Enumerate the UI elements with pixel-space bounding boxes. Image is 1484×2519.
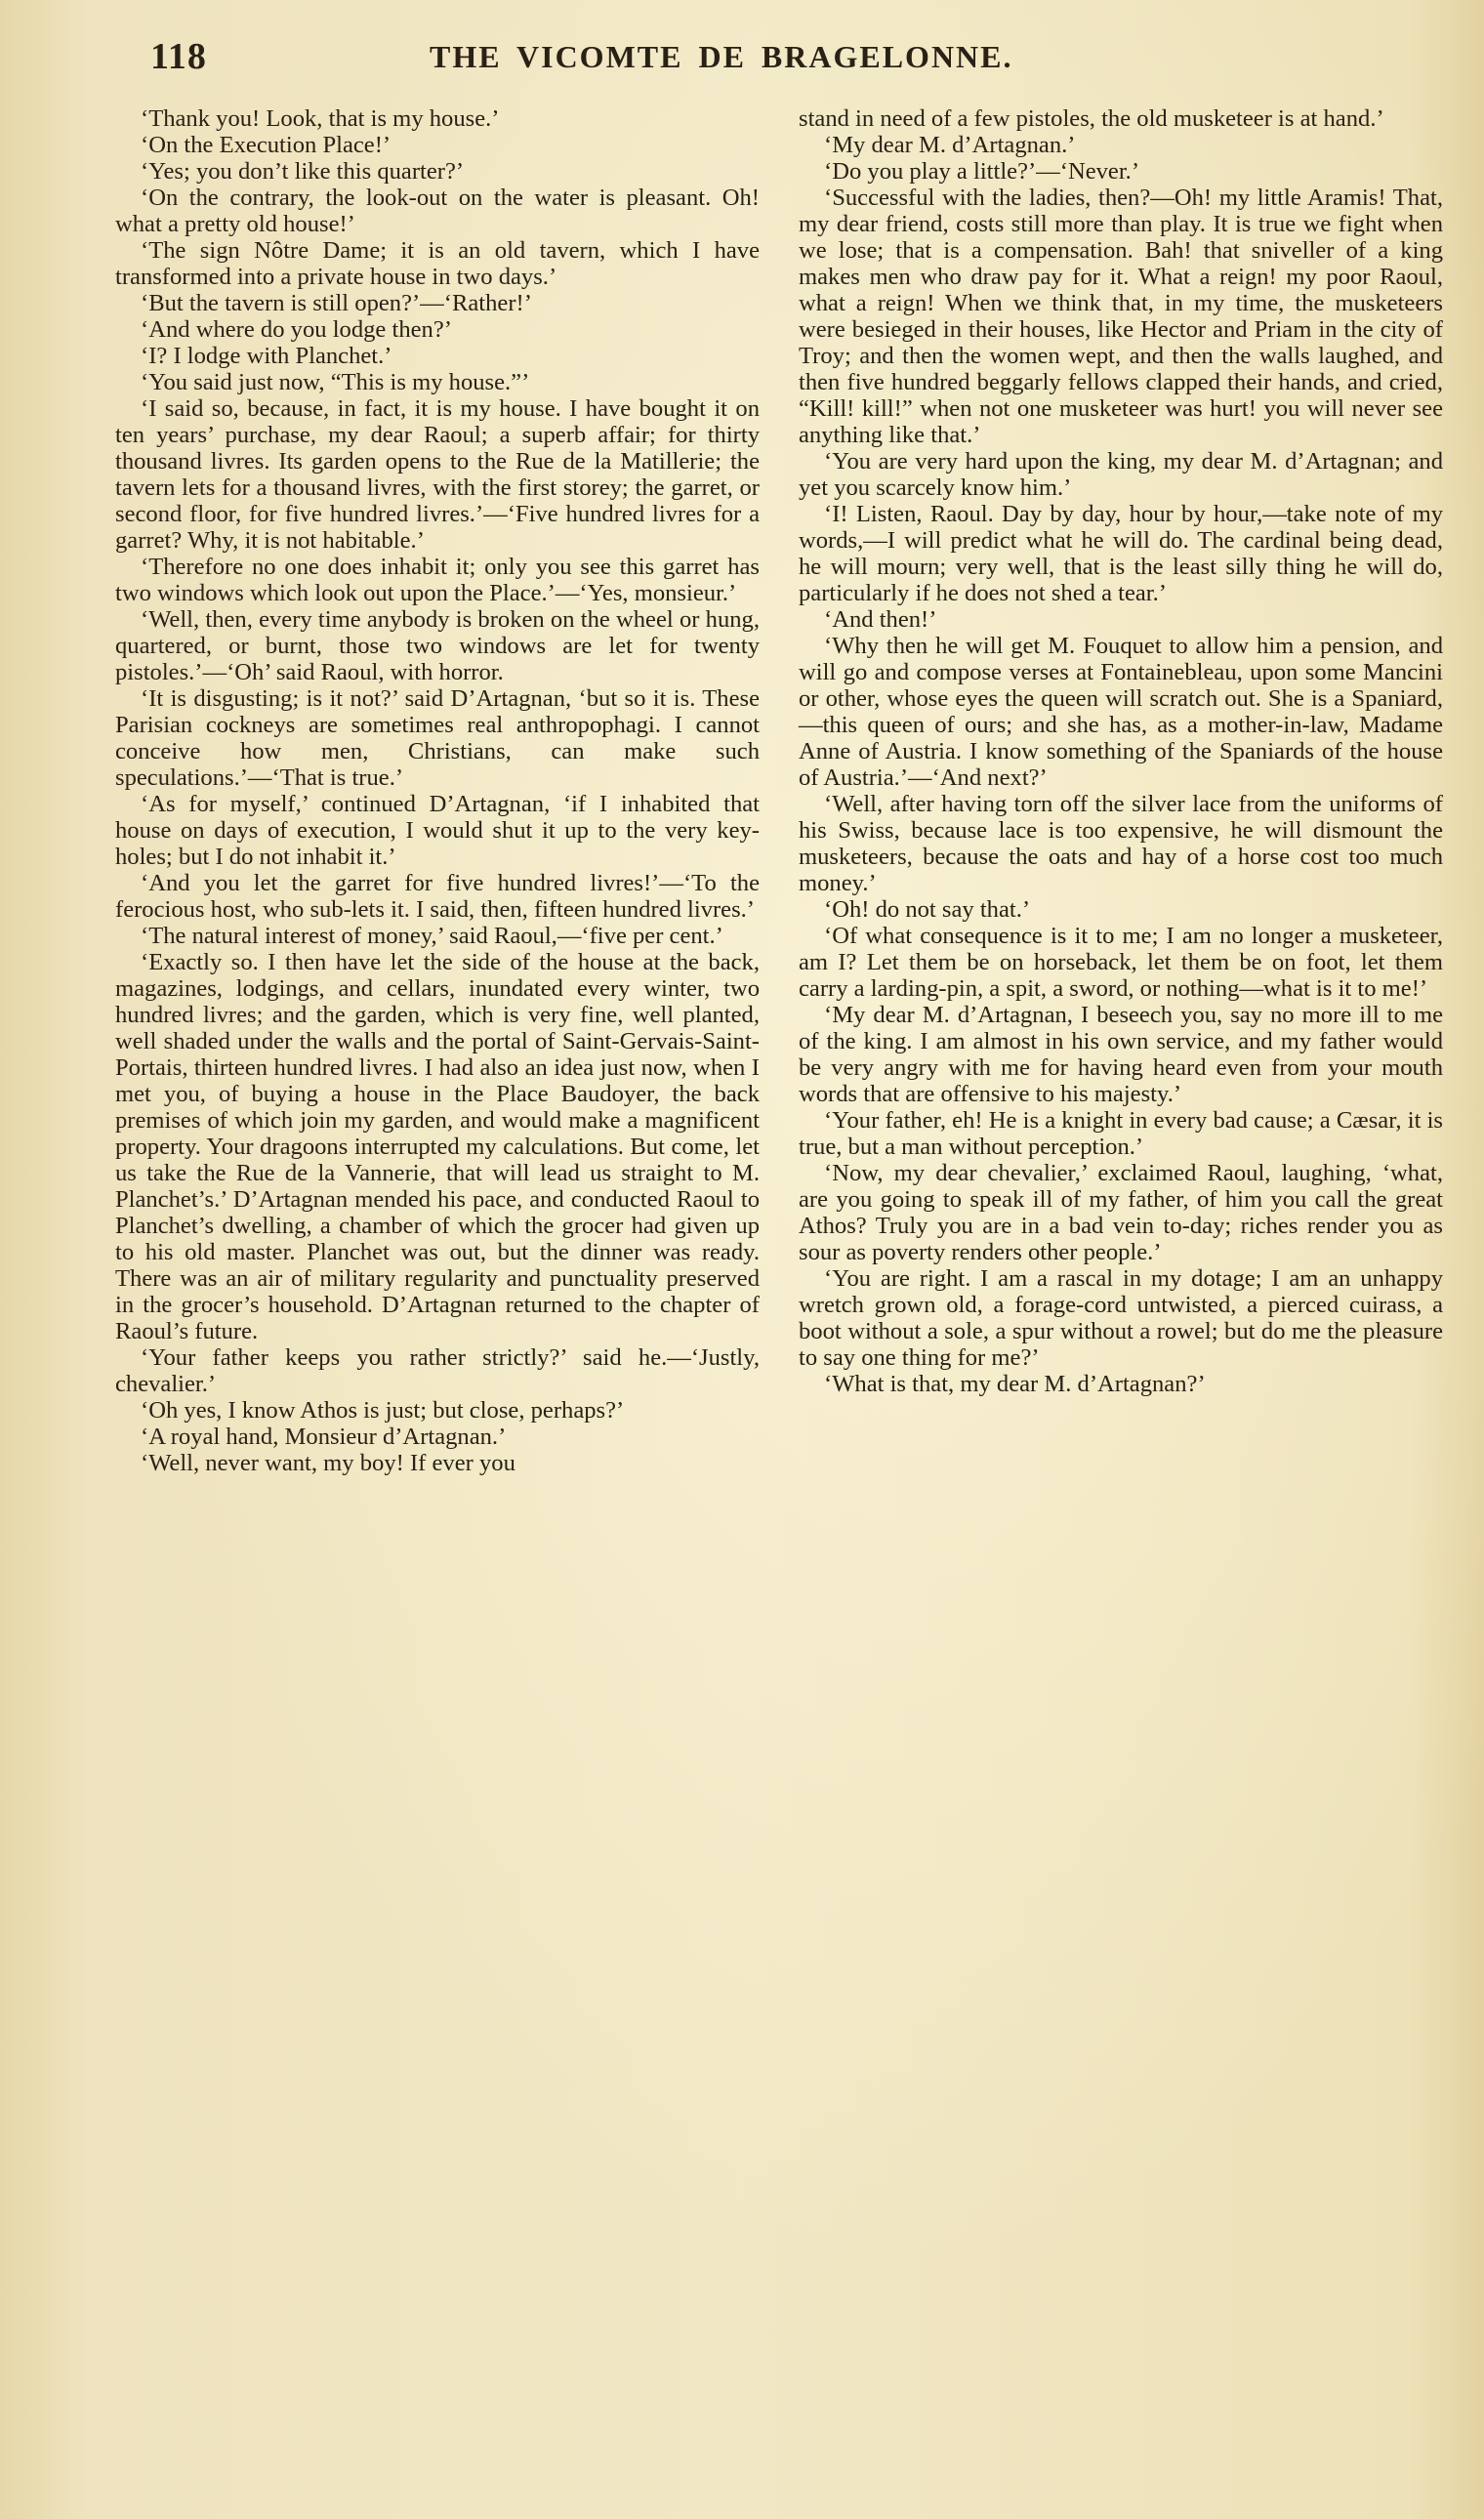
paragraph: ‘What is that, my dear M. d’Artagnan?’ (824, 1371, 1206, 1397)
paragraph: ‘On the Execution Place!’ (141, 132, 392, 158)
paragraph: ‘Oh! do not say that.’ (824, 896, 1031, 923)
paragraph: ‘The natural interest of money,’ said Raoul,—‘five per cent.’ (141, 923, 723, 949)
left-column (115, 105, 760, 1476)
paragraph: ‘And where do you lodge then?’ (141, 316, 452, 343)
paragraph-continued: stand in need of a few pistoles, the old musketeer is at hand.’ (799, 105, 1384, 132)
paragraph: ‘You said just now, “This is my house.”’ (141, 369, 530, 395)
paragraph: ‘And then!’ (824, 606, 937, 633)
paragraph: ‘It is disgusting; is it not?’ said D’Artagnan, ‘but so it is. These Parisian cockneys are sometimes real anthropophagi. I cannot conceive how men, Christians, can make such speculations.’—‘That is true.’ (115, 685, 760, 791)
paragraph: ‘Thank you! Look, that is my house.’ (141, 105, 500, 132)
paragraph: ‘Do you play a little?’—‘Never.’ (824, 158, 1140, 185)
page-header (107, 35, 1435, 94)
paragraph: ‘Why then he will get M. Fouquet to allow him a pension, and will go and compose verses at Fontainebleau, upon some Mancini or other, whose eyes the queen will scratch out. She is a Spaniard,—this queen of ours; and she has, as a mother-in-law, Madame Anne of Austria. I know something of the Spaniards of the house of Austria.’—‘And next?’ (799, 633, 1443, 791)
paragraph: ‘Successful with the ladies, then?—Oh! my little Aramis! That, my dear friend, costs still more than play. It is true we fight when we lose; that is a compensation. Bah! that sniveller of a king makes men who draw pay for it. What a reign! my poor Raoul, what a reign! When we think that, in my time, the musketeers were besieged in their houses, like Hector and Priam in the city of Troy; and then the women wept, and then the walls laughed, and then five hundred beggarly fellows clapped their hands, and cried, “Kill! kill!” when not one musketeer was hurt! you will never see anything like that.’ (799, 185, 1443, 448)
running-title: THE VICOMTE DE BRAGELONNE. (430, 39, 1013, 74)
paragraph: ‘As for myself,’ continued D’Artagnan, ‘if I inhabited that house on days of execution, I would shut it up to the very key-holes; but I do not inhabit it.’ (115, 791, 760, 870)
paragraph: ‘Your father, eh! He is a knight in every bad cause; a Cæsar, it is true, but a man without perception.’ (799, 1107, 1443, 1160)
page-number: 118 (150, 36, 207, 77)
paragraph: ‘Now, my dear chevalier,’ exclaimed Raoul, laughing, ‘what, are you going to speak ill of my father, of him you call the great Athos? Truly you are in a bad vein to-day; riches render you as sour as poverty renders other people.’ (799, 1160, 1443, 1265)
paragraph: ‘Exactly so. I then have let the side of the house at the back, magazines, lodgings, and cellars, inundated every winter, two hundred livres; and the garden, which is very fine, well planted, well shaded under the walls and the portal of Saint-Gervais-Saint-Portais, thirteen hundred livres. I had also an idea just now, when I met you, of buying a house in the Place Baudoyer, the back premises of which join my garden, and would make a magnificent property. Your dragoons interrupted my calculations. But come, let us take the Rue de la Vannerie, that will lead us straight to M. Planchet’s.’ D’Artagnan mended his pace, and conducted Raoul to Planchet’s dwelling, a chamber of which the grocer had given up to his old master. Planchet was out, but the dinner was ready. There was an air of military regularity and punctuality preserved in the grocer’s household. D’Artagnan returned to the chapter of Raoul’s future. (115, 949, 760, 1344)
paragraph: ‘And you let the garret for five hundred livres!’—‘To the ferocious host, who sub-lets it. I said, then, fifteen hundred livres.’ (115, 870, 760, 923)
paragraph: ‘Therefore no one does inhabit it; only you see this garret has two windows which look out upon the Place.’—‘Yes, monsieur.’ (115, 554, 760, 606)
paragraph: ‘The sign Nôtre Dame; it is an old tavern, which I have transformed into a private house in two days.’ (115, 237, 760, 290)
paragraph: ‘Your father keeps you rather strictly?’ said he.—‘Justly, chevalier.’ (115, 1344, 760, 1397)
paragraph: ‘Yes; you don’t like this quarter?’ (141, 158, 465, 185)
paragraph: ‘Well, after having torn off the silver lace from the uniforms of his Swiss, because lace is too expensive, he will dismount the musketeers, because the oats and hay of a horse cost too much money.’ (799, 791, 1443, 896)
paragraph: ‘Oh yes, I know Athos is just; but close, perhaps?’ (141, 1397, 625, 1424)
paragraph: ‘On the contrary, the look-out on the water is pleasant. Oh! what a pretty old house!’ (115, 185, 760, 237)
right-column (799, 105, 1443, 1397)
paragraph: ‘Well, never want, my boy! If ever you (141, 1450, 515, 1476)
paragraph: ‘I! Listen, Raoul. Day by day, hour by hour,—take note of my words,—I will predict what he will do. The cardinal being dead, he will mourn; very well, that is the least silly thing he will do, particularly if he does not shed a tear.’ (799, 501, 1443, 606)
paragraph: ‘My dear M. d’Artagnan.’ (824, 132, 1076, 158)
paragraph: ‘My dear M. d’Artagnan, I beseech you, say no more ill to me of the king. I am almost in his own service, and my father would be very angry with me for having heard even from your mouth words that are offensive to his majesty.’ (799, 1002, 1443, 1107)
paragraph: ‘You are very hard upon the king, my dear M. d’Artagnan; and yet you scarcely know him.’ (799, 448, 1443, 501)
paragraph: ‘A royal hand, Monsieur d’Artagnan.’ (141, 1424, 507, 1450)
paragraph: ‘Of what consequence is it to me; I am no longer a musketeer, am I? Let them be on horseback, let them be on foot, let them carry a larding-pin, a spit, a sword, or nothing—what is it to me!’ (799, 923, 1443, 1002)
paragraph: ‘But the tavern is still open?’—‘Rather!’ (141, 290, 532, 316)
paragraph: ‘I? I lodge with Planchet.’ (141, 343, 392, 369)
paragraph: ‘Well, then, every time anybody is broken on the wheel or hung, quartered, or burnt, those two windows are let for twenty pistoles.’—‘Oh’ said Raoul, with horror. (115, 606, 760, 685)
paragraph: ‘I said so, because, in fact, it is my house. I have bought it on ten years’ purchase, my dear Raoul; a superb affair; for thirty thousand livres. Its garden opens to the Rue de la Matillerie; the tavern lets for a thousand livres, with the first storey; the garret, or second floor, for five hundred livres.’—‘Five hundred livres for a garret? Why, it is not habitable.’ (115, 395, 760, 554)
paragraph: ‘You are right. I am a rascal in my dotage; I am an unhappy wretch grown old, a forage-cord untwisted, a pierced cuirass, a boot without a sole, a spur without a rowel; but do me the pleasure to say one thing for me?’ (799, 1265, 1443, 1371)
